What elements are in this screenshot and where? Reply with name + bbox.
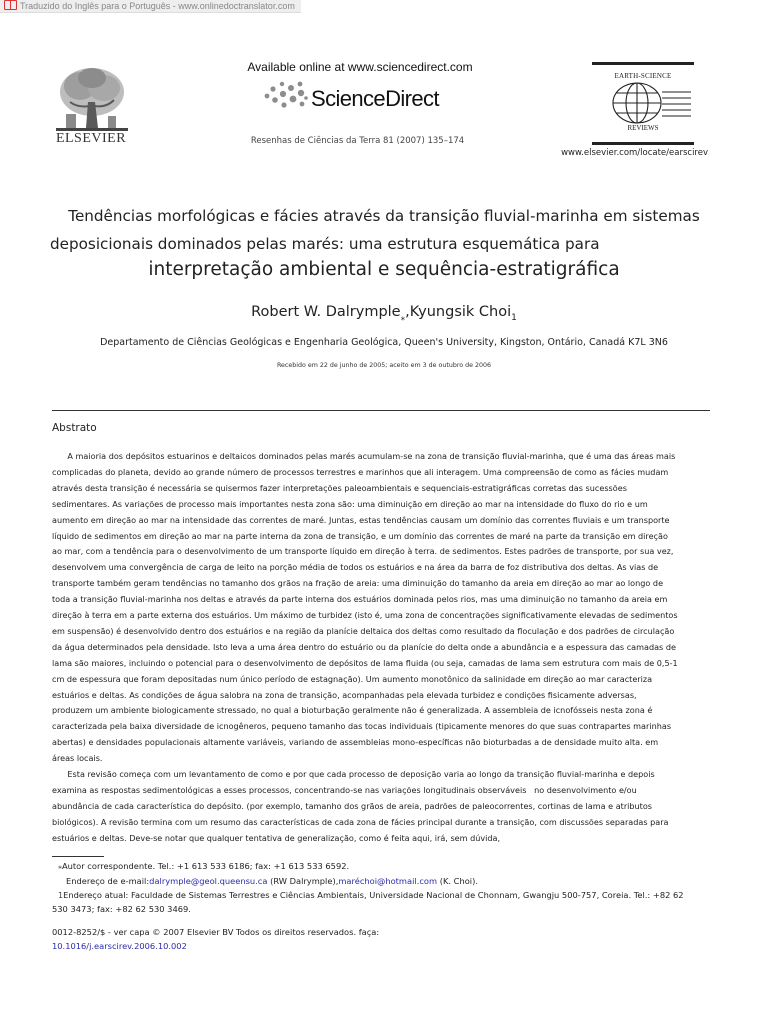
article-title-line-3: interpretação ambiental e sequência-estratigráfica — [148, 259, 620, 280]
journal-logo-top-rule — [592, 62, 694, 65]
abstract-line: líquido de sedimentos em direção ao mar na parte interna da zona de transição, e um domínio das correntes de maré na parte da transição em direção — [52, 530, 668, 541]
sciencedirect-dots-icon — [262, 80, 308, 110]
abstract-line: áreas locais. — [52, 753, 103, 764]
abstract-line: direção à terra em a parte externa dos estuários. Um máximo de turbidez (isto é, uma zona de concentrações significativamente elevadas de sedimentos — [52, 610, 678, 620]
abstract-line: ao mar, com a tendência para o desenvolvimento de um transporte líquido em direção à terra. de sedimentos. Estes padrões de transporte, por sua vez, — [52, 546, 674, 557]
author-name: Kyungsik Choi — [409, 304, 512, 320]
abstract-line: sedimentares. As variações de processo mais importantes nesta zona são: uma diminuição em direção ao mar na intensidade do fluxo do rio e um — [52, 498, 648, 509]
translator-banner[interactable] — [0, 0, 301, 13]
footnote-address-continued: 530 3473; fax: +82 62 530 3469. — [52, 904, 191, 914]
article-title-line-1: Tendências morfológicas e fácies através da transição fluvial-marinha em sistemas — [68, 207, 700, 225]
abstract-line: aumento em direção ao mar na intensidade das correntes de maré. Juntas, estas tendências causam um domínio das correntes fluviais e um transporte — [52, 514, 670, 525]
abstract-line: caracterizada pela baixa diversidade de icnogêneros, pequeno tamanho das tocas individuais (tipicamente menores do que suas contrapartes marinhas — [52, 721, 672, 732]
journal-logo-title: EARTH-SCIENCE — [614, 72, 672, 80]
author-name: Robert W. Dalrymple — [251, 304, 401, 320]
author-affiliation: Departamento de Ciências Geológicas e Engenharia Geológica, Queen's University, Kingston, Ontário, Canadá K7L 3N6 — [100, 337, 668, 348]
abstract-line: da água determinados pela densidade. Isto leva a uma área dentro do estuário ou da planície do delta onde a abundância e a espessura das camadas de — [52, 641, 676, 652]
abstract-line: cm de espessura que foram depositadas num único período de estagnação). Um aumento monotônico da salinidade em direção ao mar caracteriza — [52, 673, 653, 684]
article-title-line-2: deposicionais dominados pelas marés: uma estrutura esquemática para — [50, 235, 600, 253]
footnote-text: Endereço atual: Faculdade de Sistemas Terrestres e Ciências Ambientais, Universidade Nacional de Chonnam, Gwangju 500-757, Coreia. Tel.: +82 62 — [63, 890, 684, 900]
elsevier-wordmark: ELSEVIER — [55, 131, 127, 146]
footnote-text: (K. Choi). — [437, 876, 478, 886]
footnote-divider — [52, 856, 104, 857]
author-line — [30, 304, 738, 323]
abstract-line: biológicos). A revisão termina com um resumo das características de cada zona de fácies principal durante a transição, com discussões separadas para — [52, 816, 669, 827]
email-link[interactable]: dalrymple@geol.queensu.ca — [149, 876, 268, 886]
abstract-line: desenvolvem uma convergência de carga de leito na porção média de todos os estuários e na área da barra de foz distributiva dos deltas. As vias de — [52, 562, 659, 573]
sciencedirect-wordmark: ScienceDirect — [311, 86, 439, 111]
abstract-line: lama são maiores, incluindo o potencial para o desenvolvimento de depósitos de lama fluida (ou seja, camadas de lama sem estrutura com mais de 0,5-1 — [52, 657, 678, 668]
footnote-email — [66, 876, 478, 886]
author-separator: , — [405, 304, 410, 320]
footnote-email-prefix: Endereço de e-mail: — [66, 876, 150, 886]
doi-link[interactable]: 10.1016/j.earscirev.2006.10.002 — [52, 941, 187, 951]
abstract-line: estuários e deltas. As condições de água salobra na zona de transição, acompanhadas pela elevada turbidez e condições fisicamente adversas, — [52, 689, 637, 700]
corresponding-author-mark[interactable]: ⁎ — [400, 312, 406, 323]
abstract-line: examina as respostas sedimentológicas a esses processos, concentrando-se nas variações longitudinais observáveis no desenvolvimento e/ou — [52, 784, 637, 795]
journal-logo-subtitle: REVIEWS — [627, 124, 659, 132]
footnote-text: Autor correspondente. Tel.: +1 613 533 6186; fax: +1 613 533 6592. — [62, 861, 350, 871]
globe-icon — [612, 82, 692, 124]
copyright-notice: 0012-8252/$ - ver capa © 2007 Elsevier BV Todos os direitos reservados. faça: — [52, 927, 380, 937]
translator-banner-text: Traduzido do Inglês para o Português - www.onlinedoctranslator.com — [20, 1, 295, 11]
abstract-line: A maioria dos depósitos estuarinos e deltaicos dominados pelas marés acumulam-se na zona de transição fluvial-marinha, que é uma das áreas mais — [52, 451, 676, 461]
footnote-mark: 1 — [58, 891, 64, 900]
footnote-mark: ⁎ — [58, 862, 62, 871]
footnote-address — [58, 890, 684, 900]
journal-reference: Resenhas de Ciências da Terra 81 (2007) 135–174 — [250, 136, 465, 146]
abstract-line: complicadas do planeta, devido ao grande número de processos terrestres e marinhos que ali interagem. Uma compreensão de como as fácies mudam — [52, 466, 669, 477]
footnote-corresponding — [58, 861, 349, 871]
journal-url-link[interactable]: www.elsevier.com/locate/earscirev — [561, 148, 708, 158]
received-dates: Recebido em 22 de junho de 2005; aceito em 3 de outubro de 2006 — [276, 362, 492, 369]
abstract-line: estuários e deltas. Deve-se notar que qualquer tentativa de generalização, como é feita aqui, irá, sem dúvida, — [52, 832, 501, 843]
section-divider — [52, 410, 710, 411]
available-online-text: Available online at www.sciencedirect.com — [247, 60, 473, 74]
abstract-line: toda a transição fluvial-marinha nos deltas e através da parte interna dos estuários dominada pelos rios, mas uma diminuição no tamanho da areia em — [52, 594, 668, 605]
abstract-line: produzem um ambiente biologicamente stressado, no qual a bioturbação geralmente não é generalizada. A assembleia de icnofósseis nesta zona é — [52, 705, 653, 716]
abstract-line: abundância de cada característica do depósito. (por exemplo, tamanho dos grãos de areia, padrões de paleocorrentes, cortinas de lama e atributos — [52, 800, 653, 811]
affiliation-footnote-mark[interactable]: 1 — [511, 312, 517, 323]
abstract-line: transporte também geram tendências no tamanho dos grãos na fração de areia: uma diminuição do tamanho da areia em direção ao mar ao longo de — [52, 578, 664, 589]
abstract-line: Esta revisão começa com um levantamento de como e por que cada processo de deposição varia ao longo da transição fluvial-marinha e depois — [52, 769, 655, 779]
translate-icon — [4, 0, 17, 10]
abstract-line: em suspensão) é desenvolvido dentro dos estuários e na região da planície deltaica dos deltas como resultado da floculação e dos padrões de circulação — [52, 625, 675, 636]
abstract-heading: Abstrato — [52, 422, 97, 434]
journal-logo-bottom-rule — [592, 142, 694, 145]
abstract-line: através desta transição é necessária se quisermos fazer interpretações paleoambientais e sequenciais-estratigráficas corretas das sucessões — [52, 482, 627, 493]
email-link[interactable]: maréchoi@hotmail.com — [338, 876, 438, 886]
footnote-text: (RW Dalrymple), — [267, 876, 339, 886]
abstract-line: abertas) e densidades populacionais altamente variáveis, variando de assembleias mono-específicas não bioturbadas a de densidade muito alta. em — [52, 737, 659, 748]
